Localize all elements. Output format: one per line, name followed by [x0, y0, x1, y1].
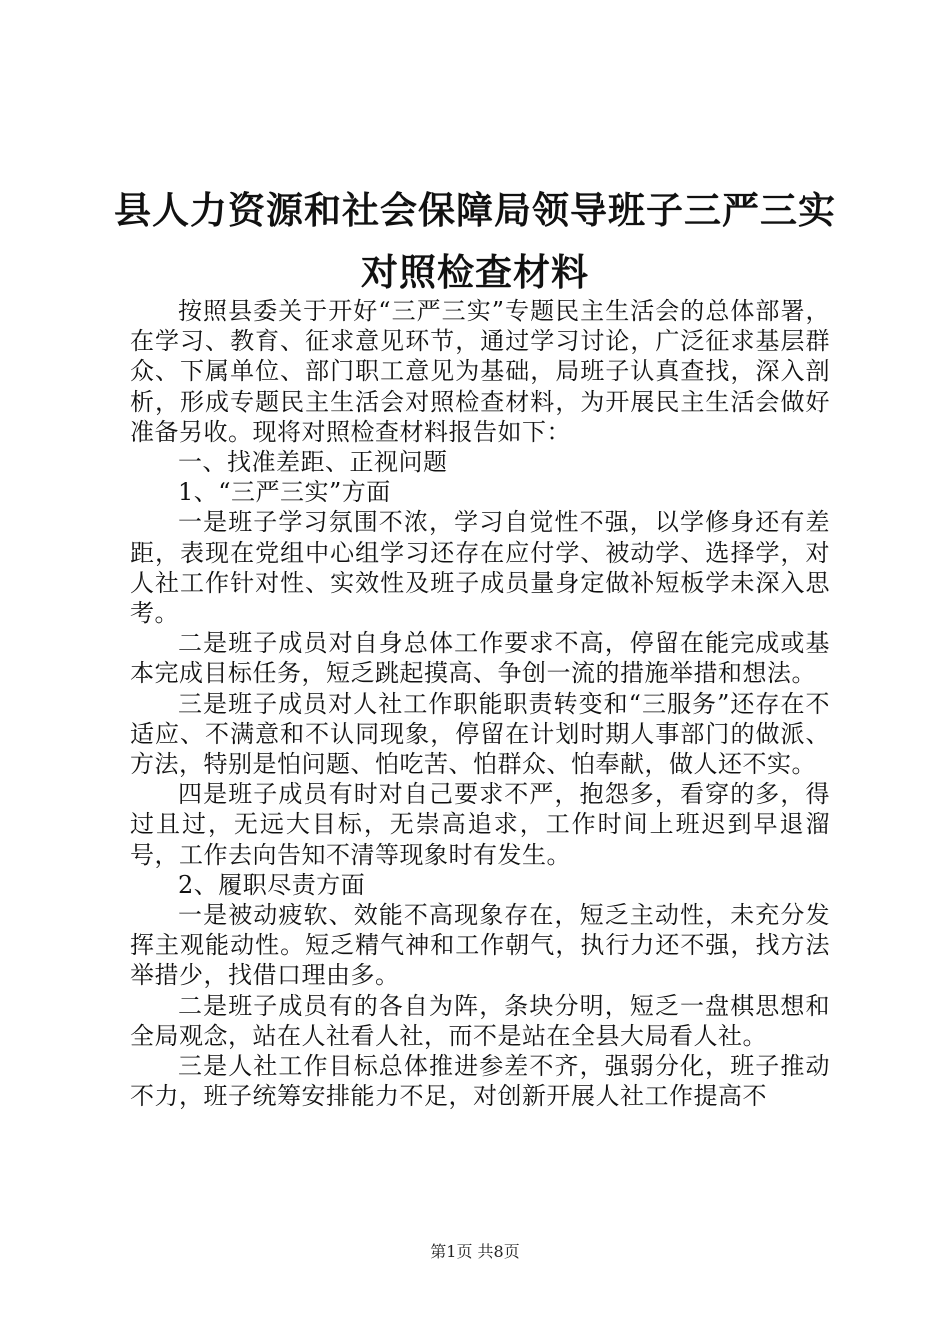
- paragraph-item: 三是班子成员对人社工作职能职责转变和“三服务”还存在不适应、不满意和不认同现象，停留在计划时期人事部门的做派、方法，特别是怕问题、怕吃苦、怕群众、怕奉献，做人还不实。: [130, 689, 830, 779]
- section-heading-1: 一、找准差距、正视问题: [178, 448, 448, 477]
- paragraph-item: 二是班子成员有的各自为阵，条块分明，短乏一盘棋思想和全局观念，站在人社看人社，而不是站在全县大局看人社。: [130, 991, 830, 1050]
- document-title: 县人力资源和社会保障局领导班子三严三实对照检查材料: [114, 189, 836, 294]
- page-number-footer: 第1页 共8页: [430, 1242, 520, 1261]
- subsection-heading-1: 1、“三严三实”方面: [178, 478, 391, 507]
- subsection-heading-2: 2、履职尽责方面: [178, 870, 366, 899]
- paragraph-item: 一是被动疲软、效能不高现象存在，短乏主动性，未充分发挥主观能动性。短乏精气神和工作朝气，执行力还不强，找方法举措少，找借口理由多。: [130, 901, 830, 990]
- paragraph-item: 一是班子学习氛围不浓，学习自觉性不强，以学修身还有差距，表现在党组中心组学习还存在应付学、被动学、选择学，对人社工作针对性、实效性及班子成员量身定做补短板学未深入思考。: [130, 508, 830, 628]
- document-body: [130, 296, 830, 1111]
- paragraph-item: 三是人社工作目标总体推进参差不齐，强弱分化，班子推动不力，班子统筹安排能力不足，对创新开展人社工作提高不: [130, 1052, 830, 1111]
- paragraph-item: 二是班子成员对自身总体工作要求不高，停留在能完成或基本完成目标任务，短乏跳起摸高、争创一流的措施举措和想法。: [130, 629, 830, 688]
- paragraph-intro: 按照县委关于开好“三严三实”专题民主生活会的总体部署，在学习、教育、征求意见环节，通过学习讨论，广泛征求基层群众、下属单位、部门职工意见为基础，局班子认真查找，深入剖析，形成专题民主生活会对照检查材料，为开展民主生活会做好准备另收。现将对照检查材料报告如下：: [130, 297, 830, 446]
- paragraph-item: 四是班子成员有时对自己要求不严，抱怨多，看穿的多，得过且过，无远大目标，无崇高追求，工作时间上班迟到早退溜号，工作去向告知不清等现象时有发生。: [130, 780, 830, 869]
